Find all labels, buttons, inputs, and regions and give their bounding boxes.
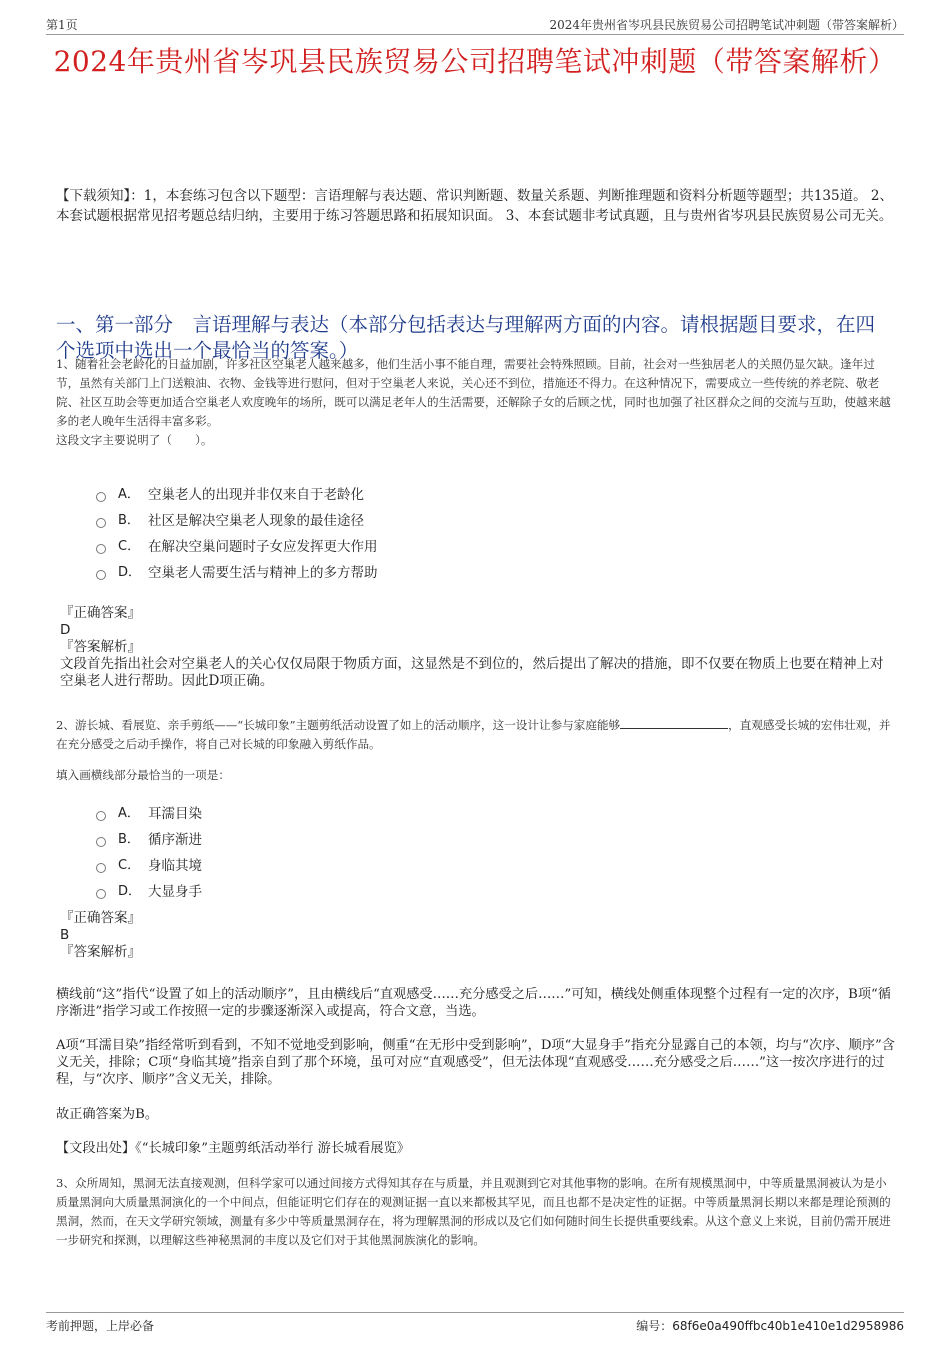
page-footer <box>46 1312 904 1333</box>
question-2-option-c[interactable] <box>96 853 202 879</box>
question-3-stem: 3、众所周知，黑洞无法直接观测，但科学家可以通过间接方式得知其存在与质量，并且观测到它对其他事物的影响。在所有规模黑洞中，中等质量黑洞被认为是小质量黑洞向大质量黑洞演化的一个中间点，但能证明它们存在的观测证据一直以来都极其罕见，而且也都不是决定性的证据。中等质量黑洞长期以来都是理论预测的黑洞，然而，在天文学研究领域，测量有多少中等质量黑洞存在，将为理解黑洞的形成以及它们如何随时间生长提供重要线索。从这个意义上来说，目前仍需开展进一步研究和探测，以理解这些神秘黑洞的丰度以及它们对于其他黑洞族演化的影响。 <box>56 1176 891 1247</box>
option-letter: D． <box>118 884 142 899</box>
analysis-label: 『答案解析』 <box>60 639 141 655</box>
question-2-options <box>96 801 202 905</box>
radio-icon[interactable] <box>96 518 106 528</box>
document-title: 2024年贵州省岑巩县民族贸易公司招聘笔试冲刺题（带答案解析） <box>53 45 897 78</box>
question-2-text-a: 2、游长城、看展览、亲手剪纸——“长城印象”主题剪纸活动设置了如上的活动顺序，这一设计让参与家庭能够 <box>56 718 621 732</box>
radio-icon[interactable] <box>96 544 106 554</box>
question-1-text: 1、随着社会老龄化的日益加剧，许多社区空巢老人越来越多，他们生活小事不能自理，需要社会特殊照顾。目前，社会对一些独居老人的关照仍显欠缺。逢年过节，虽然有关部门上门送粮油、衣物、金钱等进行慰问，但对于空巢老人来说，关心还不到位，措施还不得力。在这种情况下，需要成立一些传统的养老院、敬老院、社区互助会等更加适合空巢老人欢度晚年的场所，既可以满足老年人的生活需要，还解除子女的后顾之忧，同时也加强了社区群众之间的交流与互助，使越来越多的老人晚年生活得丰富多彩。 <box>56 357 891 428</box>
radio-icon[interactable] <box>96 570 106 580</box>
correct-answer: D <box>60 622 71 638</box>
radio-icon[interactable] <box>96 863 106 873</box>
option-letter: B． <box>118 832 140 847</box>
question-2-source: 【文段出处】《“长城印象”主题剪纸活动举行 游长城看展览》 <box>56 1141 410 1156</box>
radio-icon[interactable] <box>96 811 106 821</box>
option-letter: B． <box>118 513 140 528</box>
question-1-options <box>96 482 378 586</box>
option-letter: A． <box>118 487 140 502</box>
option-text: 耳濡目染 <box>148 806 202 822</box>
radio-icon[interactable] <box>96 837 106 847</box>
correct-answer: B <box>60 927 70 943</box>
question-2-option-b[interactable] <box>96 827 202 853</box>
option-letter: C． <box>118 858 141 873</box>
download-notice: 【下载须知】：1，本套练习包含以下题型：言语理解与表达题、常识判断题、数量关系题、判断推理题和资料分析题等题型；共135道。 2、本套试题根据常见招考题总结归纳，主要用于练习答题思路和拓展知识面。 3、本套试题非考试真题，且与贵州省岑巩县民族贸易公司无关。 <box>56 188 893 224</box>
question-2-analysis-p1: 横线前“这”指代“设置了如上的活动顺序”，且由横线后“直观感受……充分感受之后……”可知，横线处侧重体现整个过程有一定的次序，B项“循序渐进”指学习或工作按照一定的步骤逐渐深入或提高，符合文意，当选。 <box>56 987 891 1019</box>
analysis-label: 『答案解析』 <box>60 944 141 960</box>
question-2-ask: 填入画横线部分最恰当的一项是： <box>56 768 230 782</box>
answer-label: 『正确答案』 <box>60 910 141 926</box>
question-1-option-a[interactable] <box>96 482 378 508</box>
option-text: 空巢老人需要生活与精神上的多方帮助 <box>148 565 378 581</box>
analysis-text: 文段首先指出社会对空巢老人的关心仅仅局限于物质方面，这显然是不到位的，然后提出了解决的措施，即不仅要在物质上也要在精神上对空巢老人进行帮助。因此D项正确。 <box>60 656 884 689</box>
question-2-analysis-p3: 故正确答案为B。 <box>56 1107 159 1122</box>
footer-slogan: 考前押题，上岸必备 <box>46 1319 155 1333</box>
page-number: 第1页 <box>46 18 78 32</box>
question-2-text-b: ，直观感受长城的宏伟壮观，并在充分感受之后动手操作，将自己对长城的印象融入剪纸作品。 <box>56 718 891 751</box>
footer-code <box>636 1317 904 1334</box>
question-1-option-c[interactable] <box>96 534 378 560</box>
option-text: 社区是解决空巢老人现象的最佳途径 <box>148 513 364 529</box>
option-letter: A． <box>118 806 140 821</box>
option-text: 在解决空巢问题时子女应发挥更大作用 <box>148 539 378 555</box>
option-text: 循序渐进 <box>148 832 202 848</box>
radio-icon[interactable] <box>96 492 106 502</box>
radio-icon[interactable] <box>96 889 106 899</box>
question-1-option-b[interactable] <box>96 508 378 534</box>
section-heading: 一、第一部分 言语理解与表达（本部分包括表达与理解两方面的内容。请根据题目要求，在四个选项中选出一个最恰当的答案。） <box>56 313 876 362</box>
option-text: 大显身手 <box>148 884 202 900</box>
answer-label: 『正确答案』 <box>60 605 141 621</box>
question-2-stem <box>56 716 896 785</box>
question-2-answer-block <box>60 910 890 961</box>
question-1-answer-block <box>60 605 890 690</box>
option-letter: C． <box>118 539 141 554</box>
option-letter: D． <box>118 565 142 580</box>
fill-blank <box>620 716 728 729</box>
page-header <box>46 14 904 35</box>
option-text: 身临其境 <box>148 858 202 874</box>
question-2-option-a[interactable] <box>96 801 202 827</box>
question-2-option-d[interactable] <box>96 879 202 905</box>
question-1-stem <box>56 355 896 450</box>
question-1-ask: 这段文字主要说明了（ ）。 <box>56 433 213 447</box>
question-2-analysis-p2: A项“耳濡目染”指经常听到看到，不知不觉地受到影响，侧重“在无形中受到影响”，D项“大显身手”指充分显露自己的本领，均与“次序、顺序”含义无关，排除；C项“身临其境”指亲自到了那个环境，虽可对应“直观感受”，但无法体现“直观感受……充分感受之后……”这一按次序进行的过程，与“次序、顺序”含义无关，排除。 <box>56 1038 895 1087</box>
option-text: 空巢老人的出现并非仅来自于老龄化 <box>148 487 364 503</box>
header-doc-title: 2024年贵州省岑巩县民族贸易公司招聘笔试冲刺题（带答案解析） <box>549 18 904 32</box>
footer-code-value: 68f6e0a490ffbc40b1e410e1d2958986 <box>672 1319 904 1333</box>
question-1-option-d[interactable] <box>96 560 378 586</box>
footer-code-label: 编号： <box>636 1319 673 1333</box>
